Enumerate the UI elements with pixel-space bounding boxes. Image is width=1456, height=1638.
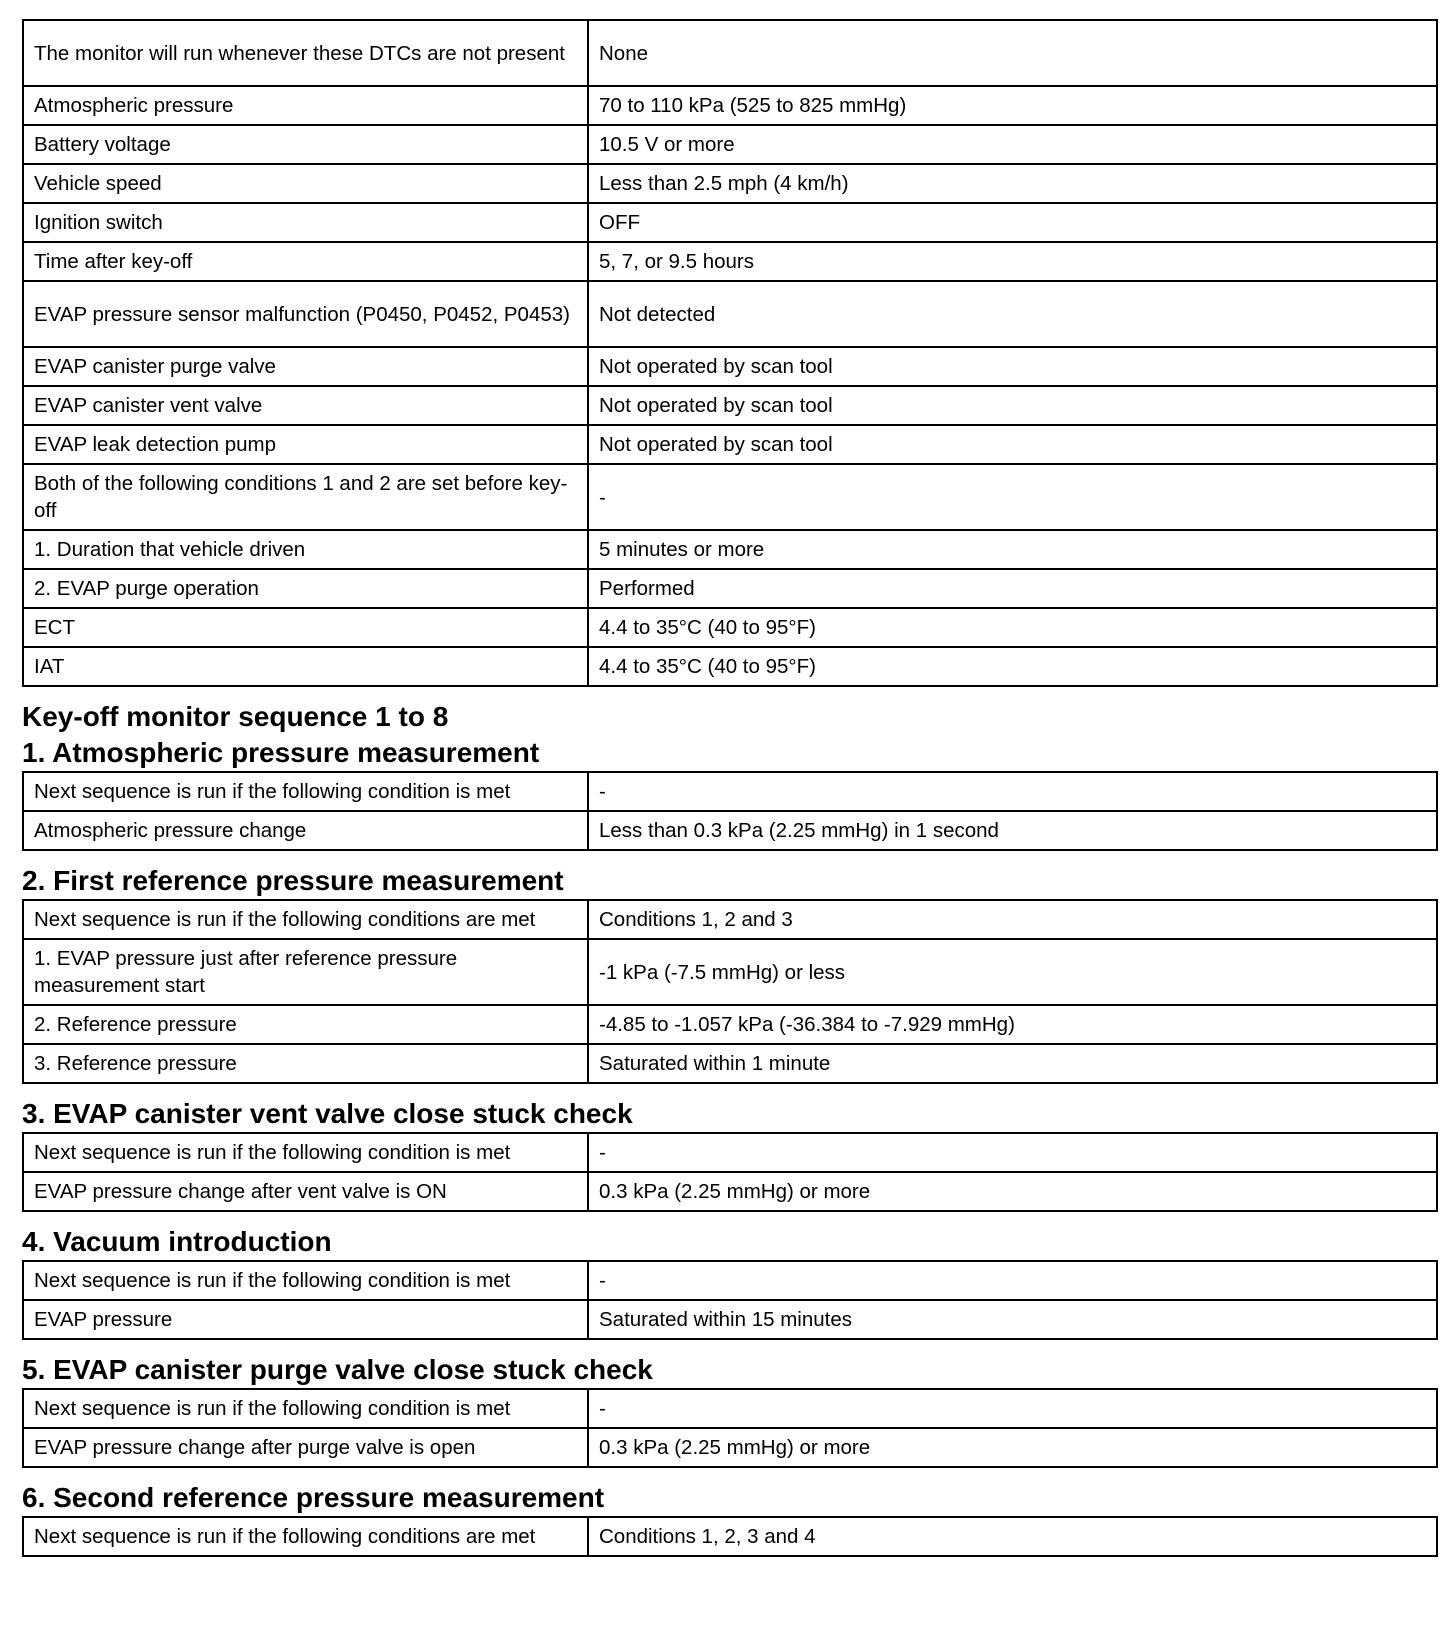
condition-value: -4.85 to -1.057 kPa (-36.384 to -7.929 mmHg) [588,1005,1437,1044]
condition-label: 1. Duration that vehicle driven [23,530,588,569]
table-row [23,164,1437,203]
condition-value: - [588,1133,1437,1172]
condition-value: Not operated by scan tool [588,425,1437,464]
table-row [23,900,1437,939]
condition-label: Time after key-off [23,242,588,281]
section-title: 4. Vacuum introduction [22,1226,332,1257]
condition-value: None [588,20,1437,86]
condition-value: 5, 7, or 9.5 hours [588,242,1437,281]
table-row [23,647,1437,686]
condition-label: 2. EVAP purge operation [23,569,588,608]
condition-label: EVAP pressure [23,1300,588,1339]
condition-label: Vehicle speed [23,164,588,203]
table-row [23,86,1437,125]
condition-label: Both of the following conditions 1 and 2 are set before key-off [23,464,588,530]
condition-value: 10.5 V or more [588,125,1437,164]
condition-label: ECT [23,608,588,647]
condition-label: EVAP leak detection pump [23,425,588,464]
condition-value: -1 kPa (-7.5 mmHg) or less [588,939,1437,1005]
table-row [23,203,1437,242]
condition-label: Atmospheric pressure [23,86,588,125]
section-title: 5. EVAP canister purge valve close stuck check [22,1354,653,1385]
condition-label: EVAP canister purge valve [23,347,588,386]
condition-value: Not detected [588,281,1437,347]
table-row [23,1428,1437,1467]
table-row [23,772,1437,811]
condition-label: IAT [23,647,588,686]
condition-value: Saturated within 1 minute [588,1044,1437,1083]
condition-value: Not operated by scan tool [588,386,1437,425]
section-title: 3. EVAP canister vent valve close stuck check [22,1098,633,1129]
condition-label: Atmospheric pressure change [23,811,588,850]
table-row [23,1133,1437,1172]
condition-value: Performed [588,569,1437,608]
table-row [23,464,1437,530]
condition-label: EVAP pressure change after purge valve is open [23,1428,588,1467]
table-row [23,425,1437,464]
table-row [23,1005,1437,1044]
sequence-heading: Key-off monitor sequence 1 to 8 [22,701,449,732]
condition-label: Next sequence is run if the following condition is met [23,772,588,811]
table-row [23,1261,1437,1300]
section-table [22,1388,1438,1468]
table-row [23,1300,1437,1339]
table-row [23,1172,1437,1211]
condition-value: Less than 2.5 mph (4 km/h) [588,164,1437,203]
section-table [22,771,1438,851]
condition-value: Less than 0.3 kPa (2.25 mmHg) in 1 second [588,811,1437,850]
table-row [23,811,1437,850]
condition-label: 2. Reference pressure [23,1005,588,1044]
condition-label: Battery voltage [23,125,588,164]
condition-label: The monitor will run whenever these DTCs are not present [23,20,588,86]
section-table [22,1516,1438,1557]
condition-label: Ignition switch [23,203,588,242]
condition-value: Saturated within 15 minutes [588,1300,1437,1339]
table-row [23,347,1437,386]
section-title: 1. Atmospheric pressure measurement [22,737,540,768]
condition-label: Next sequence is run if the following condition is met [23,1133,588,1172]
section-table [22,1260,1438,1340]
condition-value: - [588,1261,1437,1300]
condition-value: - [588,772,1437,811]
table-row [23,1044,1437,1083]
condition-value: 0.3 kPa (2.25 mmHg) or more [588,1172,1437,1211]
condition-value: - [588,464,1437,530]
table-row [23,125,1437,164]
condition-value: Not operated by scan tool [588,347,1437,386]
condition-label: EVAP canister vent valve [23,386,588,425]
condition-label: EVAP pressure change after vent valve is ON [23,1172,588,1211]
table-row [23,569,1437,608]
condition-value: OFF [588,203,1437,242]
table-row [23,242,1437,281]
table-row [23,386,1437,425]
table-row [23,20,1437,86]
table-row [23,939,1437,1005]
condition-value: 4.4 to 35°C (40 to 95°F) [588,647,1437,686]
table-row [23,1389,1437,1428]
section-table [22,899,1438,1084]
section-table [22,1132,1438,1212]
condition-label: Next sequence is run if the following conditions are met [23,900,588,939]
condition-value: Conditions 1, 2, 3 and 4 [588,1517,1437,1556]
condition-label: 1. EVAP pressure just after reference pressure measurement start [23,939,588,1005]
condition-value: 4.4 to 35°C (40 to 95°F) [588,608,1437,647]
table-row [23,1517,1437,1556]
document-page [22,19,1438,1557]
table-row [23,530,1437,569]
table-row [23,281,1437,347]
conditions-table [22,19,1438,687]
section-title: 2. First reference pressure measurement [22,865,564,896]
condition-label: Next sequence is run if the following condition is met [23,1389,588,1428]
condition-label: EVAP pressure sensor malfunction (P0450, P0452, P0453) [23,281,588,347]
condition-label: 3. Reference pressure [23,1044,588,1083]
condition-value: 0.3 kPa (2.25 mmHg) or more [588,1428,1437,1467]
condition-value: 5 minutes or more [588,530,1437,569]
table-row [23,608,1437,647]
condition-label: Next sequence is run if the following condition is met [23,1261,588,1300]
condition-value: 70 to 110 kPa (525 to 825 mmHg) [588,86,1437,125]
condition-label: Next sequence is run if the following conditions are met [23,1517,588,1556]
condition-value: Conditions 1, 2 and 3 [588,900,1437,939]
condition-value: - [588,1389,1437,1428]
section-title: 6. Second reference pressure measurement [22,1482,605,1513]
